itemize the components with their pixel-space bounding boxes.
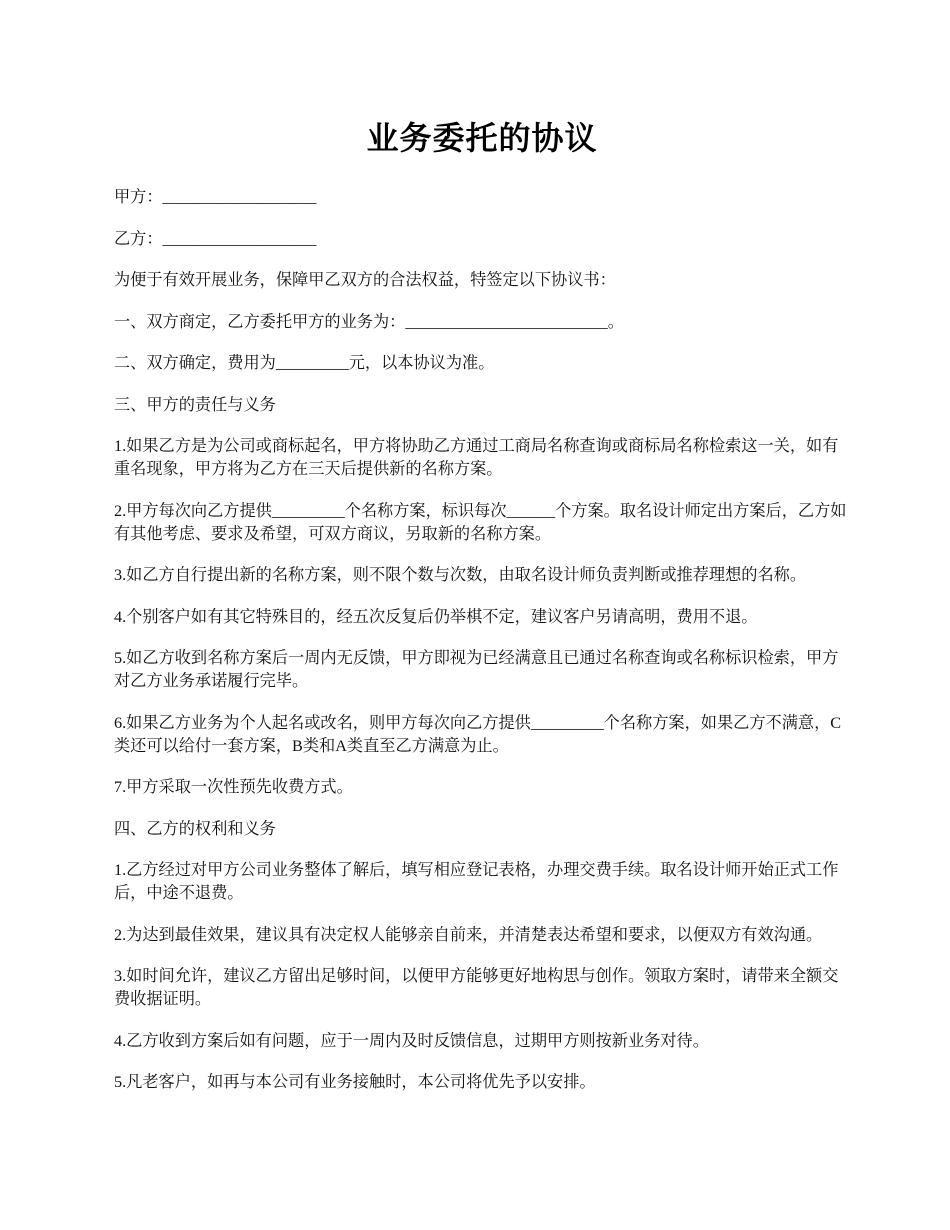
party-a-item-7: 7.甲方采取一次性预先收费方式。 — [114, 778, 353, 796]
section-heading-party-a-duties: 三、甲方的责任与义务 — [114, 395, 276, 414]
party-a-item-5: 5.如乙方收到名称方案后一周内无反馈，甲方即视为已经满意且已通过名称查询或名称标识检索，甲方对乙方业务承诺履行完毕。 — [114, 649, 839, 690]
preamble: 为便于有效开展业务，保障甲乙双方的合法权益，特签定以下协议书： — [114, 271, 616, 289]
party-b-item-2: 2.为达到最佳效果，建议具有决定权人能够亲自前来，并清楚表达希望和要求，以便双方有效沟通。 — [114, 925, 823, 944]
clause-1: 一、双方商定，乙方委托甲方的业务为：_________________________。 — [114, 312, 624, 331]
party-b-item-1: 1.乙方经过对甲方公司业务整体了解后，填写相应登记表格，办理交费手续。取名设计师开始正式工作后，中途不退费。 — [114, 861, 839, 902]
party-a-item-4: 4.个别客户如有其它特殊目的，经五次反复后仍举棋不定，建议客户另请高明，费用不退。 — [114, 607, 758, 626]
party-a-item-1: 1.如果乙方是为公司或商标起名，甲方将协助乙方通过工商局名称查询或商标局名称检索这一关，如有重名现象，甲方将为乙方在三天后提供新的名称方案。 — [114, 437, 839, 478]
document-title: 业务委托的协议 — [366, 119, 598, 157]
party-a-item-6: 6.如果乙方业务为个人起名或改名，则甲方每次向乙方提供_________个名称方案，如果乙方不满意，C类还可以给付一套方案，B类和A类直至乙方满意为止。 — [114, 713, 842, 755]
party-b-line: 乙方：___________________ — [114, 229, 317, 248]
party-b-item-5: 5.凡老客户，如再与本公司有业务接触时，本公司将优先予以安排。 — [114, 1073, 596, 1091]
section-heading-party-b-rights: 四、乙方的权利和义务 — [114, 819, 276, 838]
party-a-line: 甲方：___________________ — [114, 188, 317, 206]
party-a-item-3: 3.如乙方自行提出新的名称方案，则不限个数与次数，由取名设计师负责判断或推荐理想的名称。 — [114, 566, 807, 584]
clause-2: 二、双方确定，费用为_________元，以本协议为准。 — [114, 354, 495, 372]
party-a-item-2: 2.甲方每次向乙方提供_________个名称方案，标识每次______个方案。取名设计师定出方案后，乙方如有其他考虑、要求及希望，可双方商议，另取新的名称方案。 — [114, 501, 847, 543]
party-b-item-4: 4.乙方收到方案后如有问题，应于一周内及时反馈信息，过期甲方则按新业务对待。 — [114, 1031, 709, 1050]
party-b-item-3: 3.如时间允许，建议乙方留出足够时间，以便甲方能够更好地构思与创作。领取方案时，请带来全额交费收据证明。 — [114, 967, 839, 1008]
